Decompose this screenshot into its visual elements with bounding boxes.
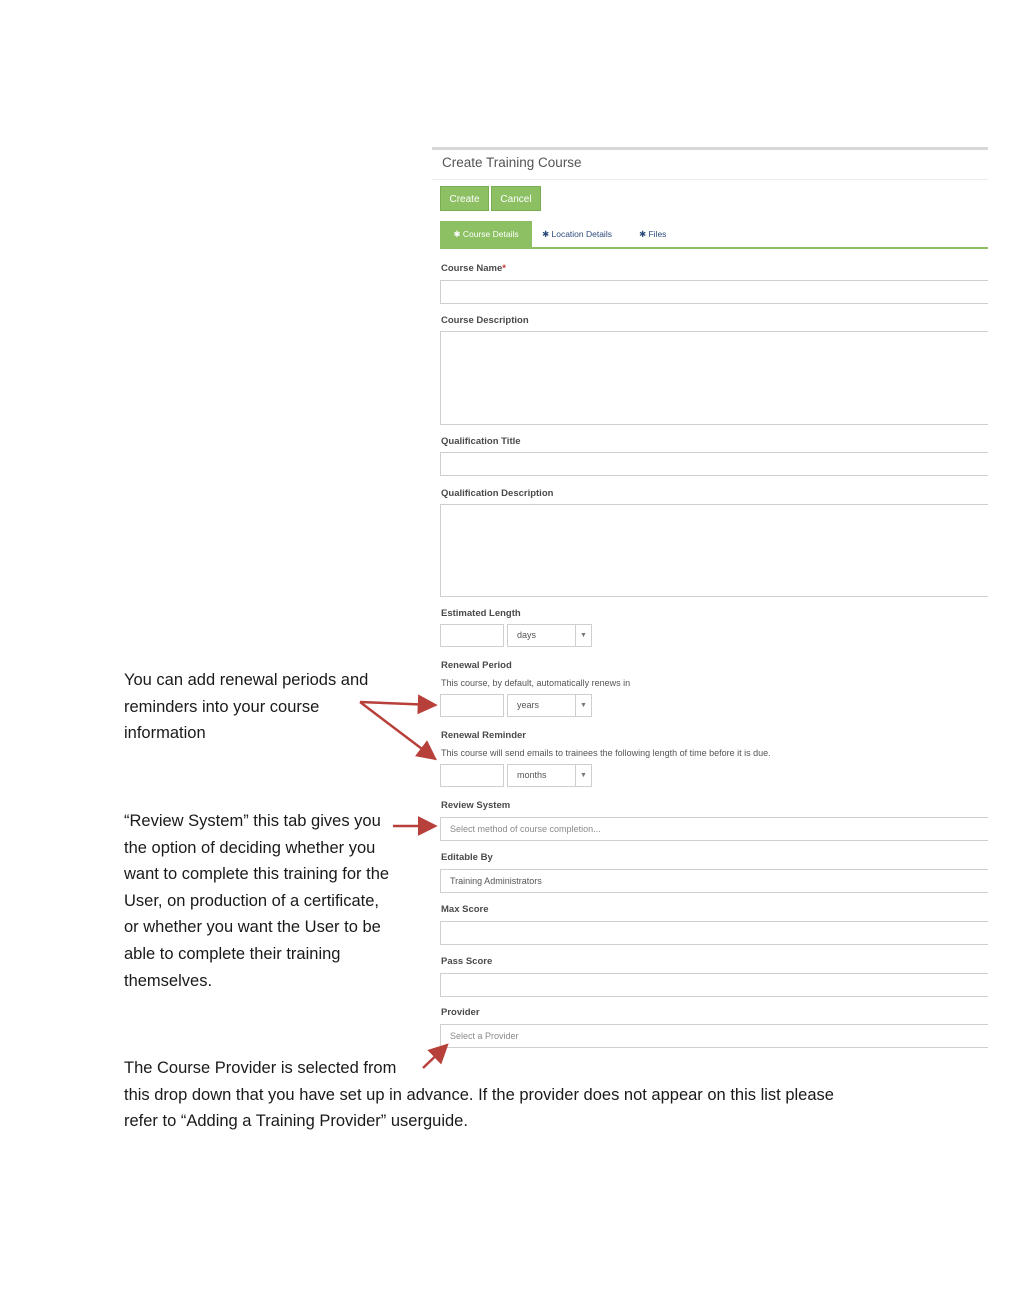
renewal-reminder-hint: This course will send emails to trainees the following length of time before it is due. xyxy=(441,748,771,758)
qualification-title-input[interactable] xyxy=(440,452,988,476)
renewal-period-hint: This course, by default, automatically renews in xyxy=(441,678,631,688)
review-system-placeholder: Select method of course completion... xyxy=(450,824,601,834)
annotation-line: themselves. xyxy=(124,971,213,990)
estimated-length-input[interactable] xyxy=(440,624,504,647)
renewal-reminder-input[interactable] xyxy=(440,764,504,787)
qualification-title-label: Qualification Title xyxy=(441,436,521,447)
chevron-down-icon: ▼ xyxy=(575,625,591,646)
estimated-length-unit-value: days xyxy=(517,630,537,640)
max-score-input[interactable] xyxy=(440,921,988,945)
tab-course-details[interactable]: ✱ Course Details xyxy=(440,221,532,248)
provider-select[interactable] xyxy=(440,1024,988,1048)
estimated-length-label: Estimated Length xyxy=(441,608,521,619)
tab-location-details[interactable]: ✱ Location Details xyxy=(542,229,612,239)
renewal-period-label: Renewal Period xyxy=(441,660,512,671)
course-description-textarea[interactable] xyxy=(440,331,988,425)
renewal-period-unit-value: years xyxy=(517,700,540,710)
annotation-line: User, on production of a certificate, xyxy=(124,891,379,910)
annotation-line: “Review System” this tab gives you xyxy=(124,812,381,830)
arrow-to-renewal-period xyxy=(360,702,434,705)
create-button[interactable]: Create xyxy=(440,186,489,211)
editable-by-select[interactable] xyxy=(440,869,988,893)
course-description-label: Course Description xyxy=(441,315,529,326)
provider-placeholder: Select a Provider xyxy=(450,1031,519,1041)
annotation-line: this drop down that you have set up in advance. If the provider does not appear on this list please xyxy=(124,1085,834,1104)
provider-label: Provider xyxy=(441,1007,480,1018)
tab-files[interactable]: ✱ Files xyxy=(639,229,667,239)
page-title: Create Training Course xyxy=(442,155,582,170)
annotation-line: information xyxy=(124,724,206,743)
annotation-line: or whether you want the User to be xyxy=(124,918,381,937)
annotation-line: able to complete their training xyxy=(124,944,341,963)
renewal-period-input[interactable] xyxy=(440,694,504,717)
max-score-label: Max Score xyxy=(441,904,489,915)
annotation-line: want to complete this training for the xyxy=(124,865,390,884)
renewal-reminder-unit-select[interactable] xyxy=(507,764,592,787)
course-name-input[interactable] xyxy=(440,280,988,304)
arrow-to-renewal-reminder xyxy=(360,702,434,758)
tab-underline xyxy=(440,247,988,249)
annotation-line: the option of deciding whether you xyxy=(124,838,376,857)
annotation-line: You can add renewal periods and xyxy=(124,671,369,689)
renewal-reminder-unit-value: months xyxy=(517,770,547,780)
review-system-annotation xyxy=(124,808,389,994)
editable-by-value: Training Administrators xyxy=(450,876,542,886)
renewal-annotation xyxy=(124,667,368,747)
annotation-line: The Course Provider is selected from xyxy=(124,1059,397,1077)
qualification-description-label: Qualification Description xyxy=(441,488,554,499)
editable-by-label: Editable By xyxy=(441,852,493,863)
pass-score-input[interactable] xyxy=(440,973,988,997)
estimated-length-unit-select[interactable] xyxy=(507,624,592,647)
annotation-line: reminders into your course xyxy=(124,697,320,716)
provider-annotation xyxy=(124,1055,834,1135)
panel-top-border xyxy=(432,147,988,150)
chevron-down-icon: ▼ xyxy=(575,765,591,786)
review-system-select[interactable] xyxy=(440,817,988,841)
renewal-period-unit-select[interactable] xyxy=(507,694,592,717)
renewal-reminder-label: Renewal Reminder xyxy=(441,730,526,741)
chevron-down-icon: ▼ xyxy=(575,695,591,716)
review-system-label: Review System xyxy=(441,800,511,811)
course-name-label: Course Name* xyxy=(441,263,506,274)
pass-score-label: Pass Score xyxy=(441,956,493,967)
cancel-button[interactable]: Cancel xyxy=(491,186,541,211)
annotation-line: refer to “Adding a Training Provider” userguide. xyxy=(124,1112,468,1131)
title-divider xyxy=(432,179,988,180)
qualification-description-textarea[interactable] xyxy=(440,504,988,597)
required-mark: * xyxy=(502,263,506,274)
